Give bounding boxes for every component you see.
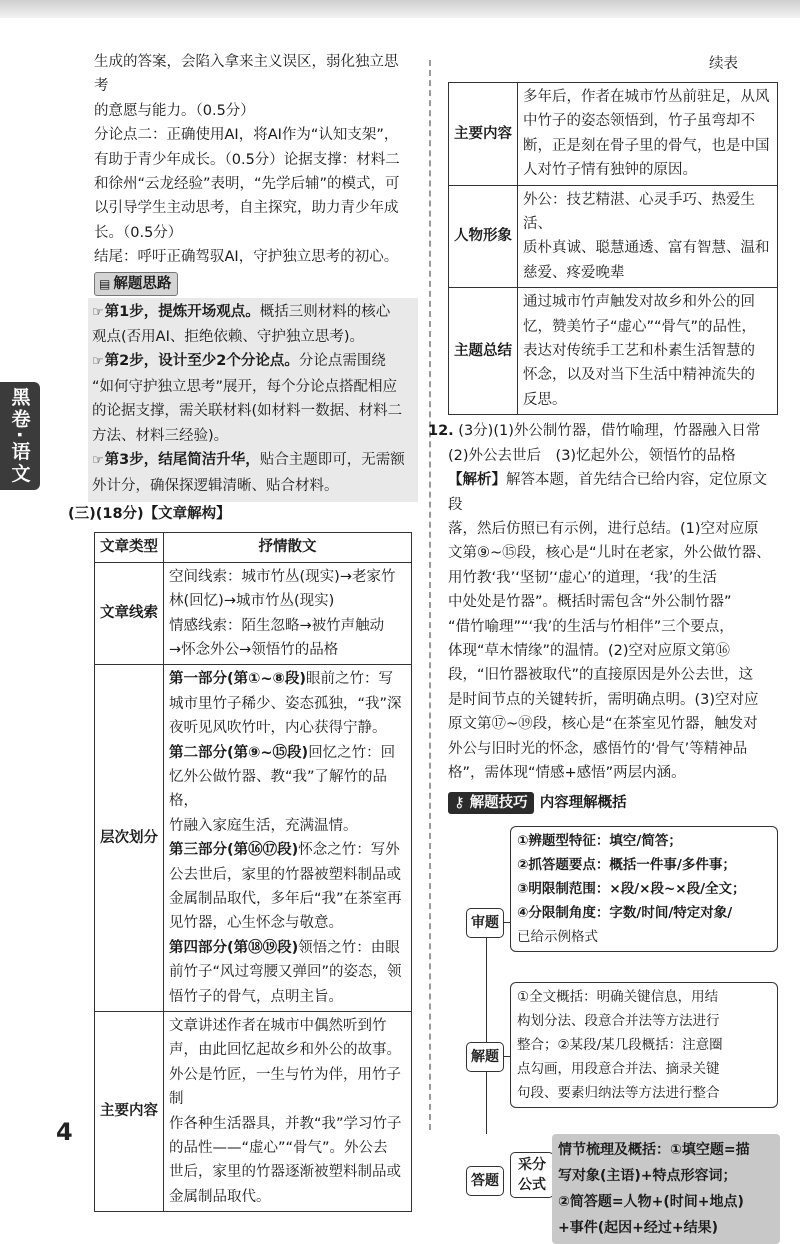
- formula-box: 情节梳理及概括：①填空题=描 写对象(主语)+特点形容词； ②简答题=人物+(时间+地点) +事件(起因+经过+结果): [552, 1134, 780, 1244]
- pointing-hand-icon: ☞: [92, 354, 104, 370]
- table-row: [449, 83, 778, 186]
- step-line: 的论据支撑，需关联材料(如材料一数据、材料二: [92, 403, 403, 420]
- hint-heading: [94, 272, 178, 296]
- table-row: [95, 562, 412, 665]
- table-row: [95, 533, 412, 562]
- step-line: ☞第2步，设计至少2个分论点。分论点需围绕: [92, 353, 386, 370]
- page-top-shadow: [0, 0, 800, 18]
- row-content: 文章讲述作者在城市中偶然听到竹 声，由此回忆起故乡和外公的故事。 外公是竹匠，一生与竹为伴，用竹子制 作各种生活器具，并教“我”学习竹子 的品性——“虚心”“骨气”。外公去 世后，家里的竹器逐渐被塑料制品或 金属制品取代。: [164, 1012, 412, 1212]
- analysis-label: 【解析】: [448, 472, 506, 489]
- table-header-cell: 抒情散文: [164, 533, 412, 562]
- step-line: “如何守护独立思考”展开，每个分论点搭配相应: [92, 378, 398, 395]
- text-line: 和徐州“云龙经验”表明，“先学后辅”的模式，可: [94, 176, 400, 193]
- text-line: 有助于青少年成长。（0.5分）论据支撑：材料二: [94, 151, 400, 168]
- table-row: [95, 665, 412, 1012]
- section-title: (三)(18分)【文章解构】: [68, 505, 231, 522]
- left-column: [68, 50, 412, 1212]
- text-line: 生成的答案，会陷入拿来主义误区，弱化独立思考: [94, 54, 399, 95]
- table-row: [95, 1012, 412, 1212]
- shenti-box: ①辨题型特征：填空/简答； ②抓答题要点：概括一件事/多件事； ③明限制范围：×段/×段~×段/全文； ④分限制角度：字数/时间/特定对象/ 已给示例格式: [510, 826, 778, 952]
- table-header-cell: 文章类型: [95, 533, 164, 562]
- column-divider: [429, 60, 431, 1130]
- step-head: 第1步，提炼开场观点。: [104, 303, 260, 320]
- text-line: 分论点二：正确使用AI，将AI作为“认知支架”，: [94, 127, 399, 144]
- notebook-icon: ▤: [99, 276, 111, 291]
- key-icon: ⚷: [454, 795, 465, 812]
- skill-badge: ⚷ 解题技巧: [448, 792, 534, 814]
- skill-subtitle: 内容理解概括: [539, 795, 627, 812]
- row-label: 层次划分: [95, 665, 164, 1012]
- row-content: 多年后，作者在城市竹丛前驻足，从风 中竹子的姿态领悟到，竹子虽弯却不 断，正是刻在骨子里的骨气，也是中国 人对竹子情有独钟的原因。: [518, 83, 778, 186]
- page-number: 4: [56, 1118, 73, 1146]
- side-tab: 黑卷·语文: [0, 382, 40, 490]
- step-line: 外计分，确保探逻辑清晰、贴合材料。: [92, 477, 339, 494]
- step-line: 观点(否用AI、拒绝依赖、守护独立思考)。: [92, 329, 365, 346]
- continued-label: 续表: [709, 56, 738, 72]
- formula-label: 采分公式: [510, 1152, 554, 1198]
- dati-label: 答题: [466, 1166, 504, 1196]
- skill-diagram: [448, 822, 778, 1236]
- text-line: 以引导学生主动思考，自主探究，助力青少年成: [94, 200, 399, 217]
- question-number: 12.: [428, 423, 454, 440]
- question-12: 12. (3分)(1)外公制竹器，借竹喻理，竹器融入日常 (2)外公去世后 (3)忆起外公，领悟竹的品格 【解析】解答本题，首先结合已给内容，定位原文段 落，然后仿照已有示例，进行总结。(1)空对应原 文第⑨~⑮段，核心是“儿时在老家，外公做竹器、 用竹教‘我’‘坚韧’‘虚心’的道理，‘我’的生活 中处处是竹器”。概括时需包含“外公制竹器” “借竹喻理”“‘我’的生活与竹相伴”三个要点， 体现“草木情缘”的温情。(2)空对应原文第⑯ 段，“旧竹器被取代”的直接原因是外公去世，这 是时间节点的关键转折，需明确点明。(3)空对应 原文第⑰~⑲段，核心是“在茶室见竹器，触发对 外公与旧时光的怀念，感悟竹的‘骨气’等精神品 格”，需体现“情感+感悟”两层内涵。: [428, 423, 771, 781]
- step-line: ☞第3步，结尾简洁升华，贴合主题即可，无需额: [92, 452, 405, 469]
- table-row: [449, 288, 778, 415]
- row-content: 通过城市竹声触发对故乡和外公的回 忆，赞美竹子“虚心”“骨气”的品性， 表达对传统手工艺和朴素生活智慧的 怀念，以及对当下生活中精神流失的 反思。: [518, 288, 778, 415]
- row-label: 主题总结: [449, 288, 518, 415]
- row-label: 文章线索: [95, 562, 164, 665]
- text-line: 长。（0.5分）: [94, 224, 183, 241]
- text-line: 的意愿与能力。（0.5分）: [94, 102, 255, 119]
- essay-outline: [94, 50, 412, 270]
- skill-heading: [448, 791, 778, 815]
- hint-title: 解题思路: [113, 275, 172, 292]
- row-label: 人物形象: [449, 185, 518, 288]
- step-head: 第2步，设计至少2个分论点。: [104, 353, 299, 370]
- right-column: [428, 50, 778, 1236]
- row-label: 主要内容: [449, 83, 518, 186]
- table-row: [449, 185, 778, 288]
- solution-steps: [88, 298, 418, 502]
- step-line: ☞第1步，提炼开场观点。概括三则材料的核心: [92, 303, 391, 320]
- text-line: 结尾：呼吁正确驾驭AI，守护独立思考的初心。: [94, 249, 399, 266]
- row-label: 主要内容: [95, 1012, 164, 1212]
- pointing-hand-icon: ☞: [92, 453, 104, 469]
- connector-line: [486, 922, 487, 1134]
- step-line: 方法、材料三经验)。: [92, 427, 229, 444]
- row-content: 外公：技艺精湛、心灵手巧、热爱生活、 质朴真诚、聪慧通透、富有智慧、温和 慈爱、疼爱晚辈: [518, 185, 778, 288]
- row-content: 第一部分(第①~⑧段)眼前之竹：写 城市里竹子稀少、姿态孤独，“我”深 夜听见风吹竹叶，内心获得宁静。 第二部分(第⑨~⑮段)回忆之竹：回 忆外公做竹器、教“我”了解竹的品格， 竹融入家庭生活，充满温情。 第三部分(第⑯⑰段)怀念之竹：写外 公去世后，家里的竹器被塑料制品或 金属制品取代，多年后“我”在茶室再 见竹器，心生怀念与敬意。 第四部分(第⑱⑲段)领悟之竹：由眼 前竹子“风过弯腰又弹回”的姿态，领 悟竹子的骨气，点明主旨。: [164, 665, 412, 1012]
- jieti-label: 解题: [466, 1042, 504, 1072]
- step-head: 第3步，结尾简洁升华，: [104, 452, 260, 469]
- pointing-hand-icon: ☞: [92, 304, 104, 320]
- shenti-label: 审题: [466, 908, 504, 938]
- jieti-box: ①全文概括：明确关键信息，用结 构划分法、段意合并法等方法进行 整合；②某段/某几段概括：注意圈 点勾画，用段意合并法、摘录关键 句段、要素归纳法等方法进行整合: [510, 982, 778, 1108]
- continued-table: [448, 82, 778, 415]
- article-structure-table: [94, 532, 412, 1212]
- row-content: 空间线索：城市竹丛(现实)→老家竹 林(回忆)→城市竹丛(现实) 情感线索：陌生忽略→被竹声触动 →怀念外公→领悟竹的品格: [164, 562, 412, 665]
